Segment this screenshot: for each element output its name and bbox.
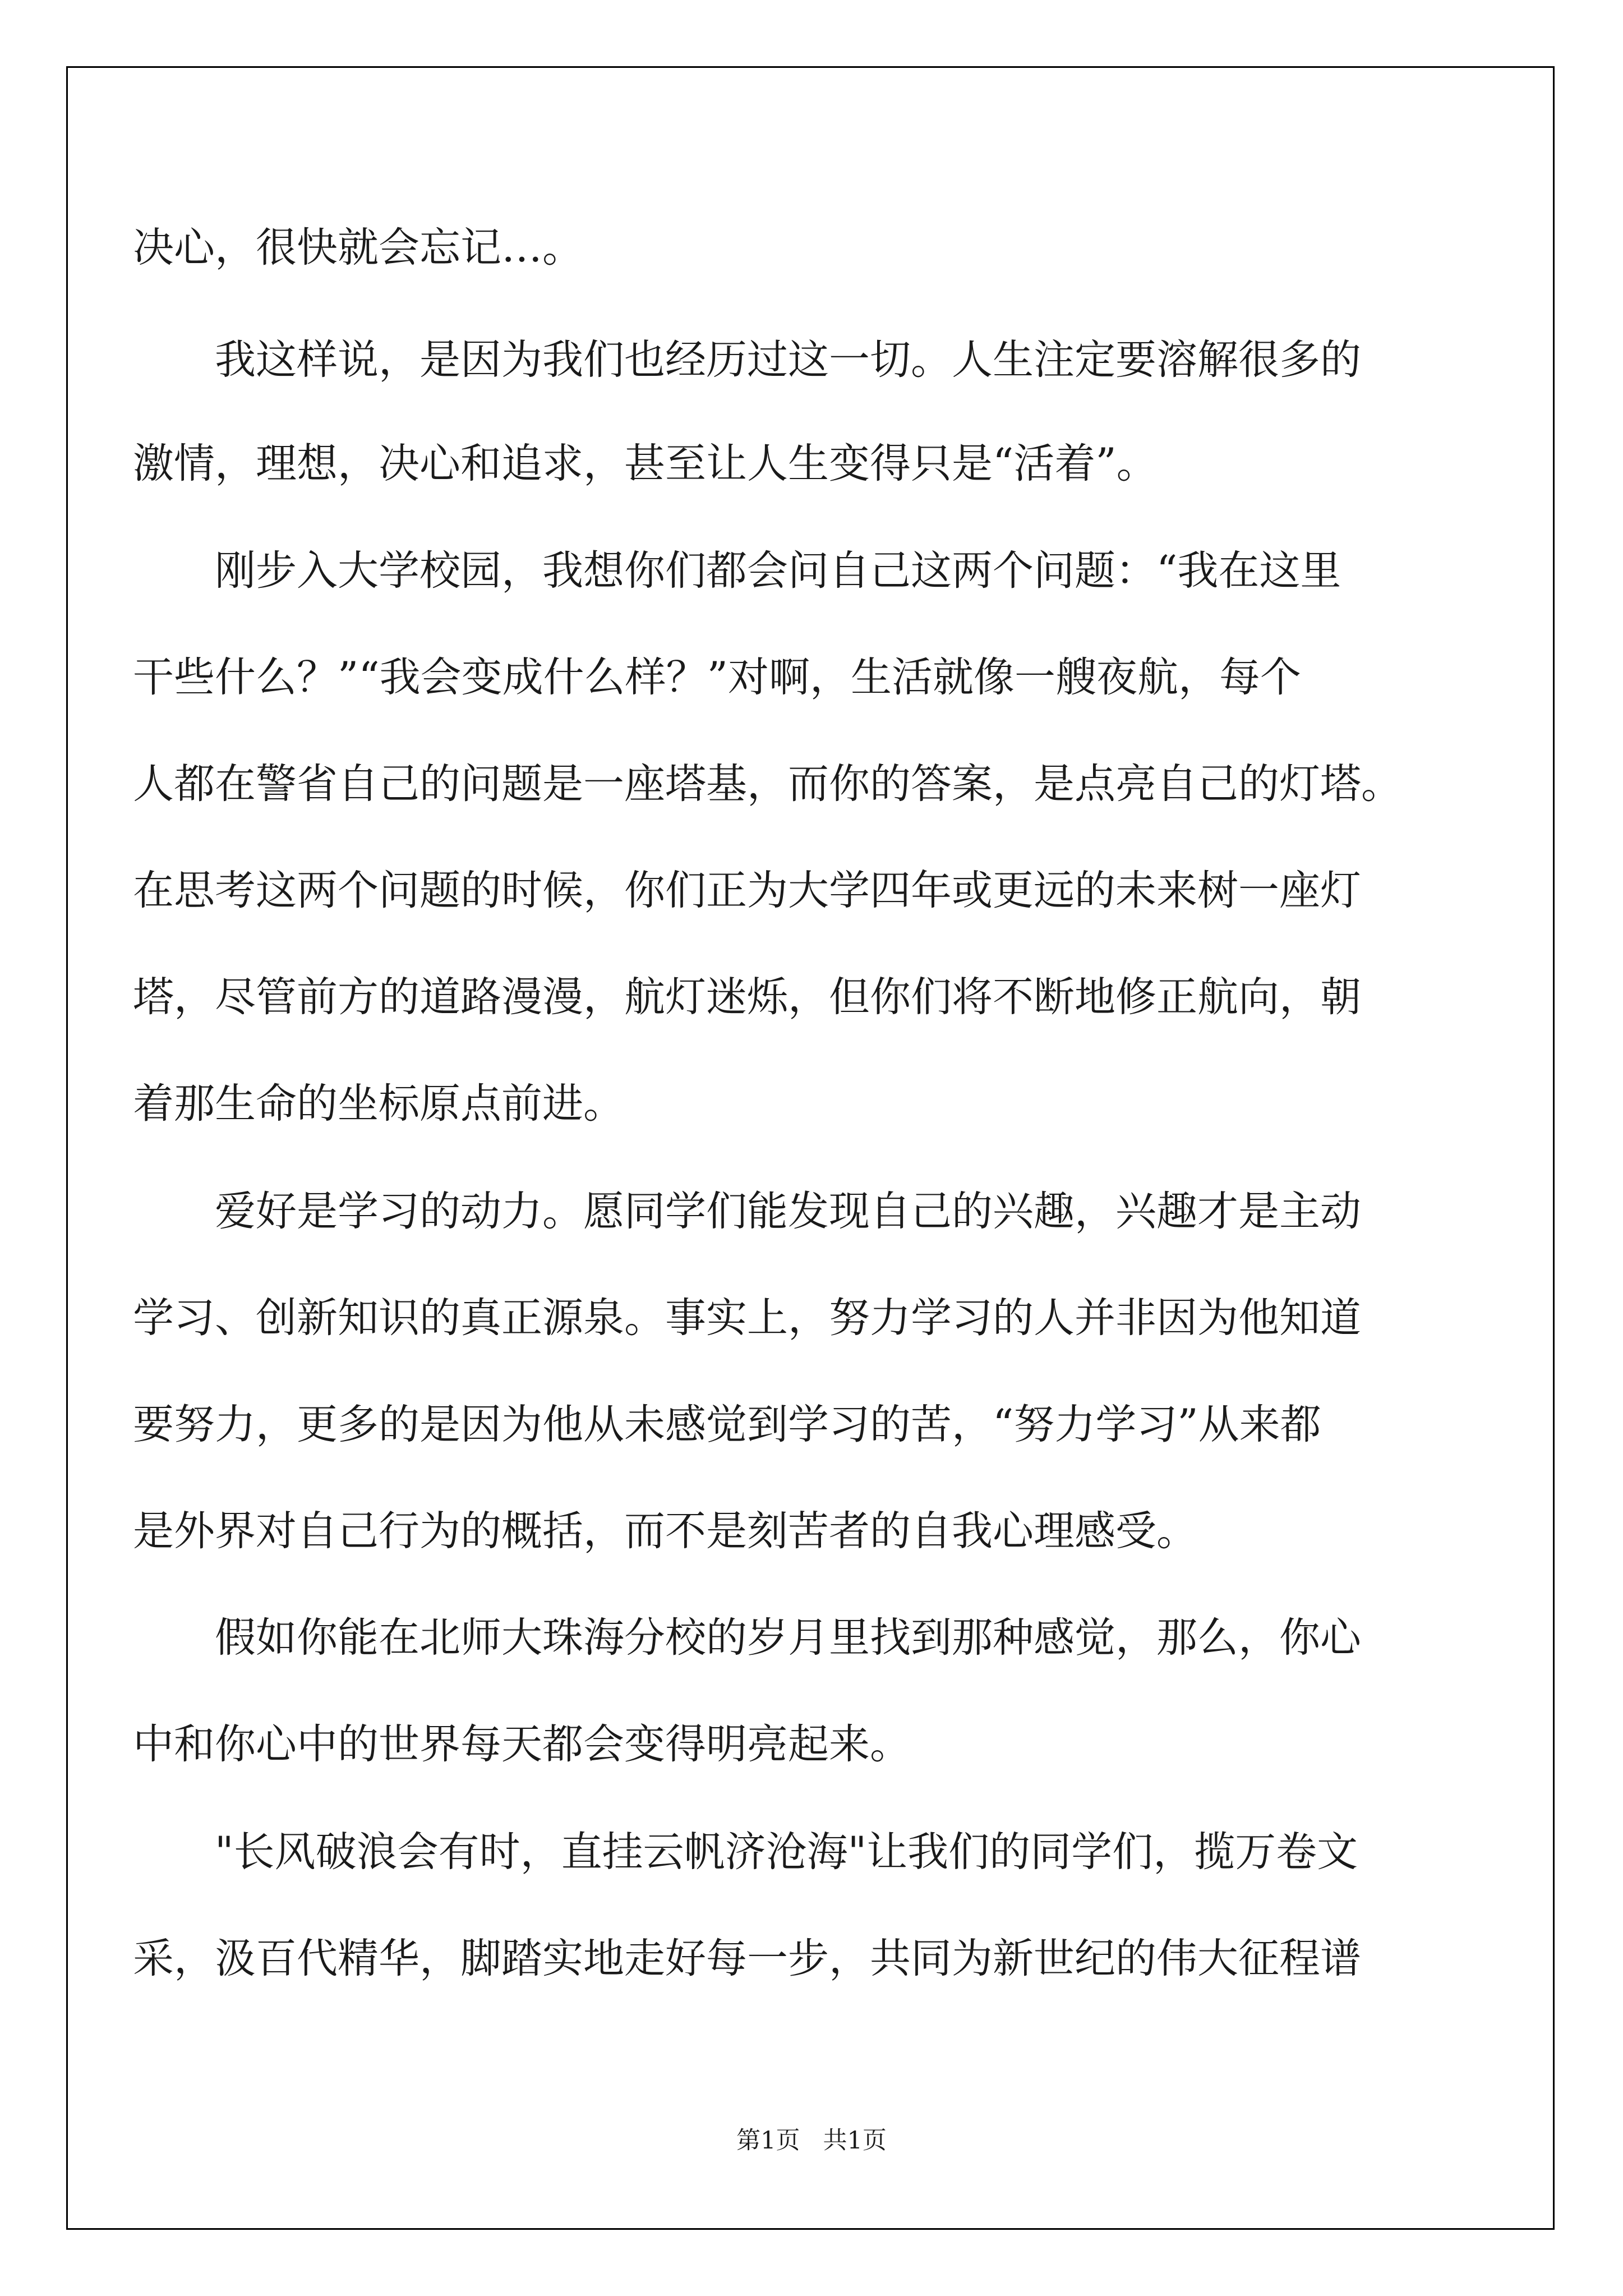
text-line: 人都在警省自己的问题是一座塔基，而你的答案，是点亮自己的灯塔。 (133, 760, 1402, 808)
text-line: 在思考这两个问题的时候，你们正为大学四年或更远的未来树一座灯 (133, 867, 1361, 914)
text-line: 假如你能在北师大珠海分校的岁月里找到那种感觉，那么，你心 (215, 1614, 1361, 1662)
text-line: 着那生命的坐标原点前进。 (133, 1080, 624, 1128)
text-line: 中和你心中的世界每天都会变得明亮起来。 (133, 1720, 911, 1768)
page-border (66, 66, 1555, 2230)
total-pages: 共1页 (823, 2127, 887, 2155)
text-line: "长风破浪会有时，直挂云帆济沧海"让我们的同学们，揽万卷文 (215, 1828, 1358, 1876)
text-line: 学习、创新知识的真正源泉。事实上，努力学习的人并非因为他知道 (133, 1294, 1361, 1342)
text-line: 是外界对自己行为的概括，而不是刻苦者的自我心理感受。 (133, 1507, 1197, 1555)
page-footer (0, 2124, 1623, 2157)
text-line: 刚步入大学校园，我想你们都会问自己这两个问题：“我在这里 (215, 547, 1341, 595)
page-number: 第1页 (736, 2127, 800, 2155)
text-line: 采，汲百代精华，脚踏实地走好每一步，共同为新世纪的伟大征程谱 (133, 1935, 1361, 1982)
text-line: 塔，尽管前方的道路漫漫，航灯迷烁，但你们将不断地修正航向，朝 (133, 973, 1361, 1021)
text-line: 干些什么？”“我会变成什么样？”对啊，生活就像一艘夜航，每个 (133, 654, 1301, 701)
text-line: 要努力，更多的是因为他从未感觉到学习的苦，“努力学习”从来都 (133, 1401, 1321, 1448)
text-line: 爱好是学习的动力。愿同学们能发现自己的兴趣，兴趣才是主动 (215, 1188, 1361, 1235)
text-line: 我这样说，是因为我们也经历过这一切。人生注定要溶解很多的 (215, 336, 1361, 384)
text-line: 决心，很快就会忘记…。 (133, 224, 583, 272)
text-line: 激情，理想，决心和追求，甚至让人生变得只是“活着”。 (133, 440, 1158, 487)
